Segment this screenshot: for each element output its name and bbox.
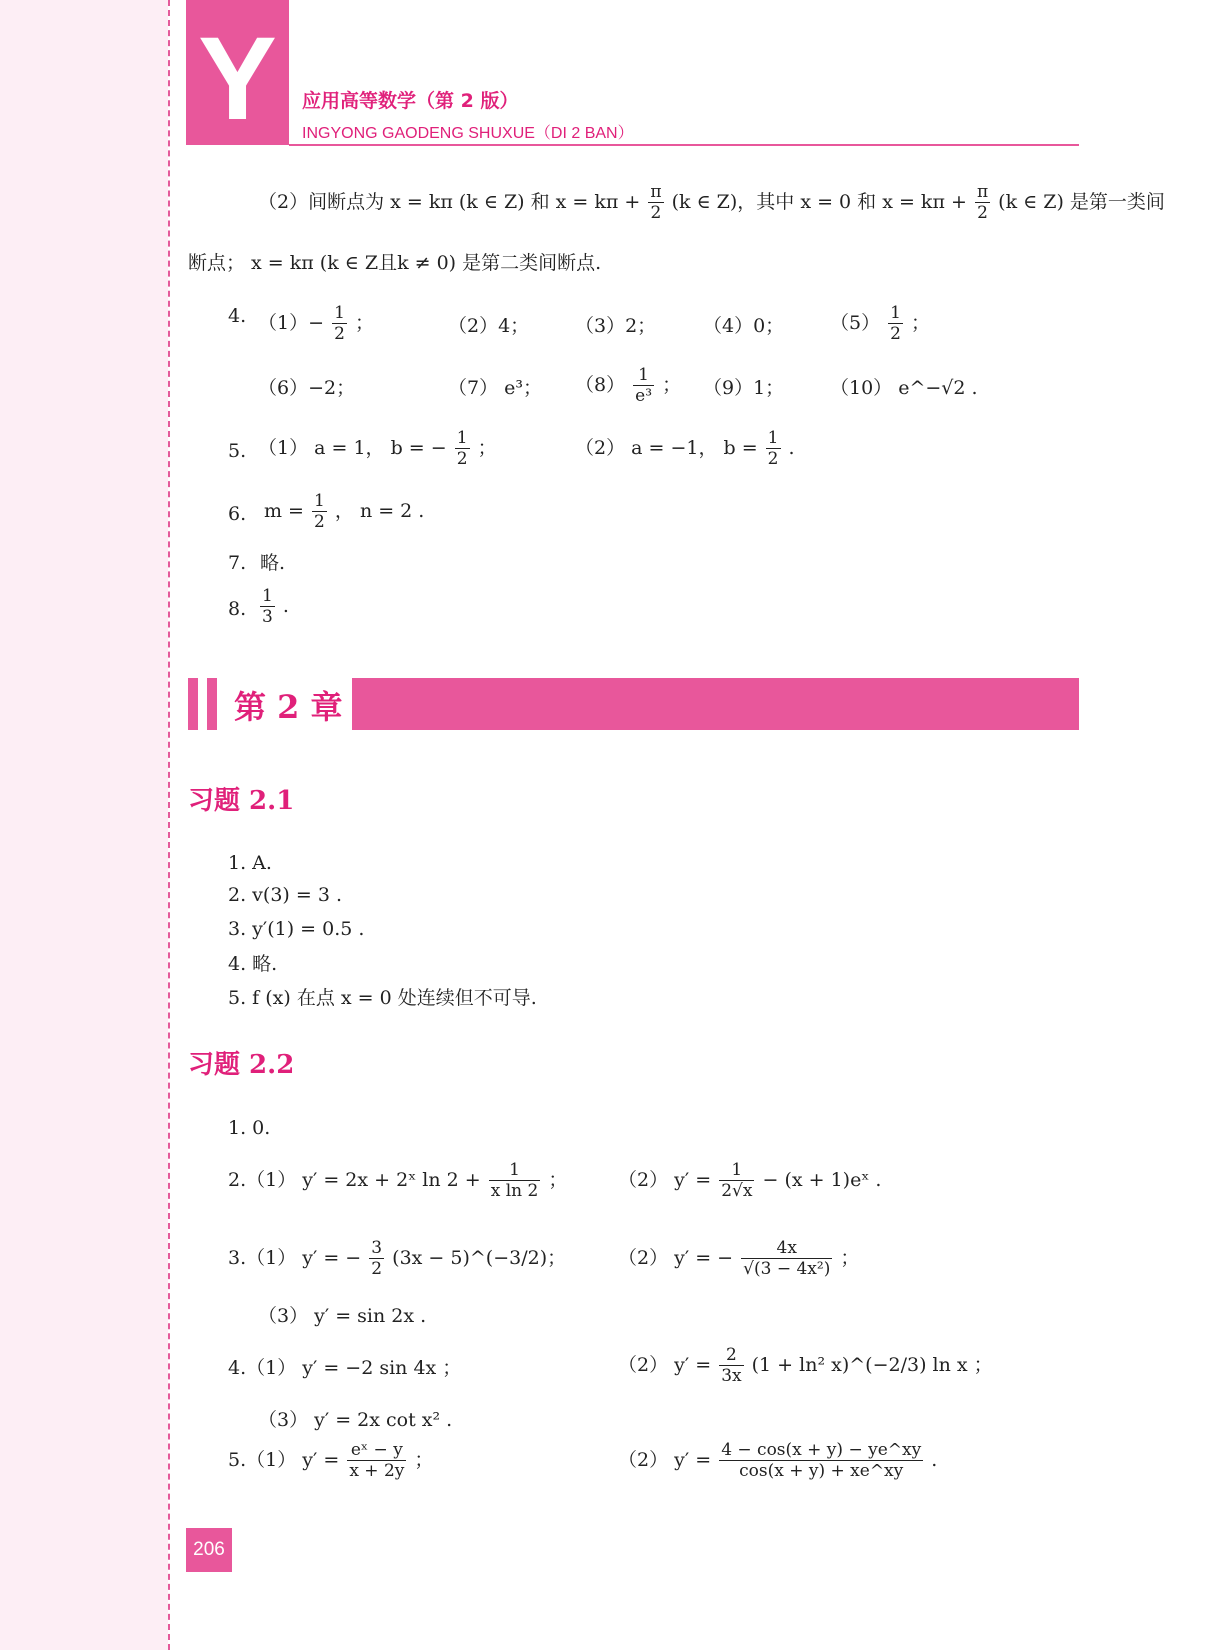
list-item: 5. f (x) 在点 x = 0 处连续但不可导. [228, 987, 537, 1009]
answer-part [618, 1345, 993, 1387]
chapter-title: 第 2 章 [234, 688, 343, 726]
denominator: 2 [650, 203, 662, 224]
fraction [888, 303, 903, 345]
header-rule [289, 144, 1079, 146]
list-item: 1. 0. [228, 1117, 271, 1139]
answer-part [618, 1160, 881, 1202]
denominator: √(3 − 4x²) [743, 1259, 831, 1280]
text: − (x + 1)eˣ . [762, 1168, 882, 1191]
answer-part: （9）1； [703, 377, 785, 399]
answer-part [258, 428, 497, 470]
text: （8） [575, 373, 626, 396]
numerator: 1 [314, 491, 325, 511]
fraction [332, 303, 347, 345]
denominator: 2 [767, 449, 779, 470]
chapter-band [352, 678, 1079, 730]
text: （2） y′ = − [618, 1246, 734, 1269]
fraction [719, 1345, 743, 1387]
numerator: 1 [890, 303, 901, 323]
text: (k ∈ Z) 是第一类间 [998, 190, 1165, 213]
text: （2） y′ = [618, 1353, 712, 1376]
fraction [347, 1440, 406, 1482]
answer-part: 略. [260, 552, 286, 574]
question-number: 4. [228, 305, 247, 327]
text: （2）间断点为 x = kπ (k ∈ Z) 和 x = kπ + [258, 190, 641, 213]
list-item: 2. v(3) = 3 . [228, 884, 342, 906]
text: 5.（1） y′ = [228, 1448, 340, 1471]
left-margin-band [0, 0, 168, 1650]
text: . [788, 436, 795, 459]
question-number: 7. [228, 552, 247, 574]
text: （1） a = 1， b = − [258, 436, 447, 459]
numerator: eˣ − y [347, 1440, 406, 1461]
text: . [282, 594, 289, 617]
header-logo-letter: Y [186, 0, 289, 145]
answer-part: （7） e³； [448, 377, 542, 399]
numerator: 1 [456, 428, 468, 448]
page-number: 206 [186, 1528, 232, 1572]
fraction [719, 1440, 923, 1482]
fraction [455, 428, 470, 470]
text: ； [911, 311, 931, 334]
numerator: 2 [719, 1345, 743, 1366]
answer-part [258, 303, 374, 345]
question-number: 6. [228, 503, 247, 525]
answer-part [264, 491, 424, 533]
text: ， n = 2 . [334, 499, 425, 522]
numerator: 1 [334, 303, 345, 323]
numerator: 4 − cos(x + y) − ye^xy [721, 1440, 922, 1460]
text: ； [840, 1246, 860, 1269]
denominator: 2 [334, 324, 345, 345]
section-title: 习题 2.1 [188, 786, 295, 816]
text: （2） y′ = [618, 1448, 712, 1471]
denominator: 2 [890, 324, 901, 345]
numerator: π [976, 182, 989, 202]
list-item: 3. y′(1) = 0.5 . [228, 918, 365, 940]
answer-part: （10） e^−√2 . [830, 377, 978, 399]
answer-part: 4.（1） y′ = −2 sin 4x ； [228, 1357, 462, 1379]
answer-part: （3） y′ = sin 2x . [258, 1305, 427, 1327]
answer-part [228, 1160, 567, 1202]
numerator: 1 [489, 1160, 541, 1181]
answer-part [575, 428, 795, 470]
answer-part [618, 1440, 937, 1482]
text: (3x − 5)^(−3/2)； [392, 1246, 567, 1269]
numerator: π [650, 182, 662, 202]
book-title: 应用高等数学（第 2 版） [302, 90, 519, 112]
fraction [489, 1160, 541, 1202]
denominator: cos(x + y) + xe^xy [739, 1461, 904, 1482]
question-number: 5. [228, 440, 247, 462]
answer-part: （3）2； [575, 315, 657, 337]
chapter-bar [207, 678, 217, 730]
denominator: 3 [262, 607, 273, 628]
numerator: 1 [767, 428, 779, 448]
fraction [741, 1238, 832, 1280]
chapter-bar [188, 678, 198, 730]
question-number: 8. [228, 598, 247, 620]
text: ； [662, 373, 682, 396]
text: 3.（1） y′ = − [228, 1246, 362, 1269]
text: ； [477, 436, 497, 459]
denominator: 2√x [721, 1181, 753, 1202]
answer-line: 断点； x = kπ (k ∈ Z且k ≠ 0) 是第二类间断点. [188, 252, 602, 274]
numerator: 1 [633, 365, 654, 386]
denominator: 2 [314, 512, 325, 533]
answer-part [228, 1238, 566, 1280]
fraction [719, 1160, 754, 1202]
fraction [369, 1238, 384, 1280]
answer-line [258, 182, 1165, 224]
text: (k ∈ Z)，其中 x = 0 和 x = kπ + [671, 190, 967, 213]
list-item: 1. A. [228, 852, 272, 874]
list-item: 4. 略. [228, 953, 278, 975]
numerator: 1 [262, 586, 273, 606]
answer-part [830, 303, 930, 345]
answer-part [228, 1440, 433, 1482]
text: （2） y′ = [618, 1168, 712, 1191]
fraction [975, 182, 990, 224]
fraction [312, 491, 327, 533]
answer-part: （2）4； [448, 315, 530, 337]
answer-part: （4）0； [703, 315, 785, 337]
text: （2） a = −1， b = [575, 436, 758, 459]
denominator: 3x [721, 1366, 742, 1387]
text: ； [548, 1168, 568, 1191]
text: 2.（1） y′ = 2x + 2ˣ ln 2 + [228, 1168, 481, 1191]
denominator: x ln 2 [490, 1181, 539, 1202]
denominator: 2 [456, 449, 468, 470]
denominator: e³ [635, 386, 653, 407]
text: m = [264, 499, 304, 522]
answer-part [258, 586, 289, 628]
text: ； [414, 1448, 434, 1471]
text: (1 + ln² x)^(−2/3) ln x ； [751, 1353, 993, 1376]
margin-dashed-line [168, 0, 170, 1650]
text: . [931, 1448, 938, 1471]
fraction [766, 428, 781, 470]
answer-part: （6）−2； [258, 377, 356, 399]
denominator: 2 [977, 203, 988, 224]
book-subtitle: INGYONG GAODENG SHUXUE（DI 2 BAN） [302, 125, 634, 142]
denominator: x + 2y [349, 1461, 405, 1482]
answer-part: （3） y′ = 2x cot x² . [258, 1409, 453, 1431]
fraction [260, 586, 275, 628]
numerator: 3 [371, 1238, 383, 1258]
section-title: 习题 2.2 [188, 1050, 295, 1080]
fraction [633, 365, 654, 407]
numerator: 1 [719, 1160, 754, 1181]
text: （5） [830, 311, 881, 334]
answer-part [618, 1238, 859, 1280]
fraction [648, 182, 663, 224]
text: ； [354, 311, 374, 334]
answer-part [575, 365, 681, 407]
numerator: 4x [741, 1238, 832, 1259]
text: （1）− [258, 311, 325, 334]
denominator: 2 [371, 1259, 383, 1280]
